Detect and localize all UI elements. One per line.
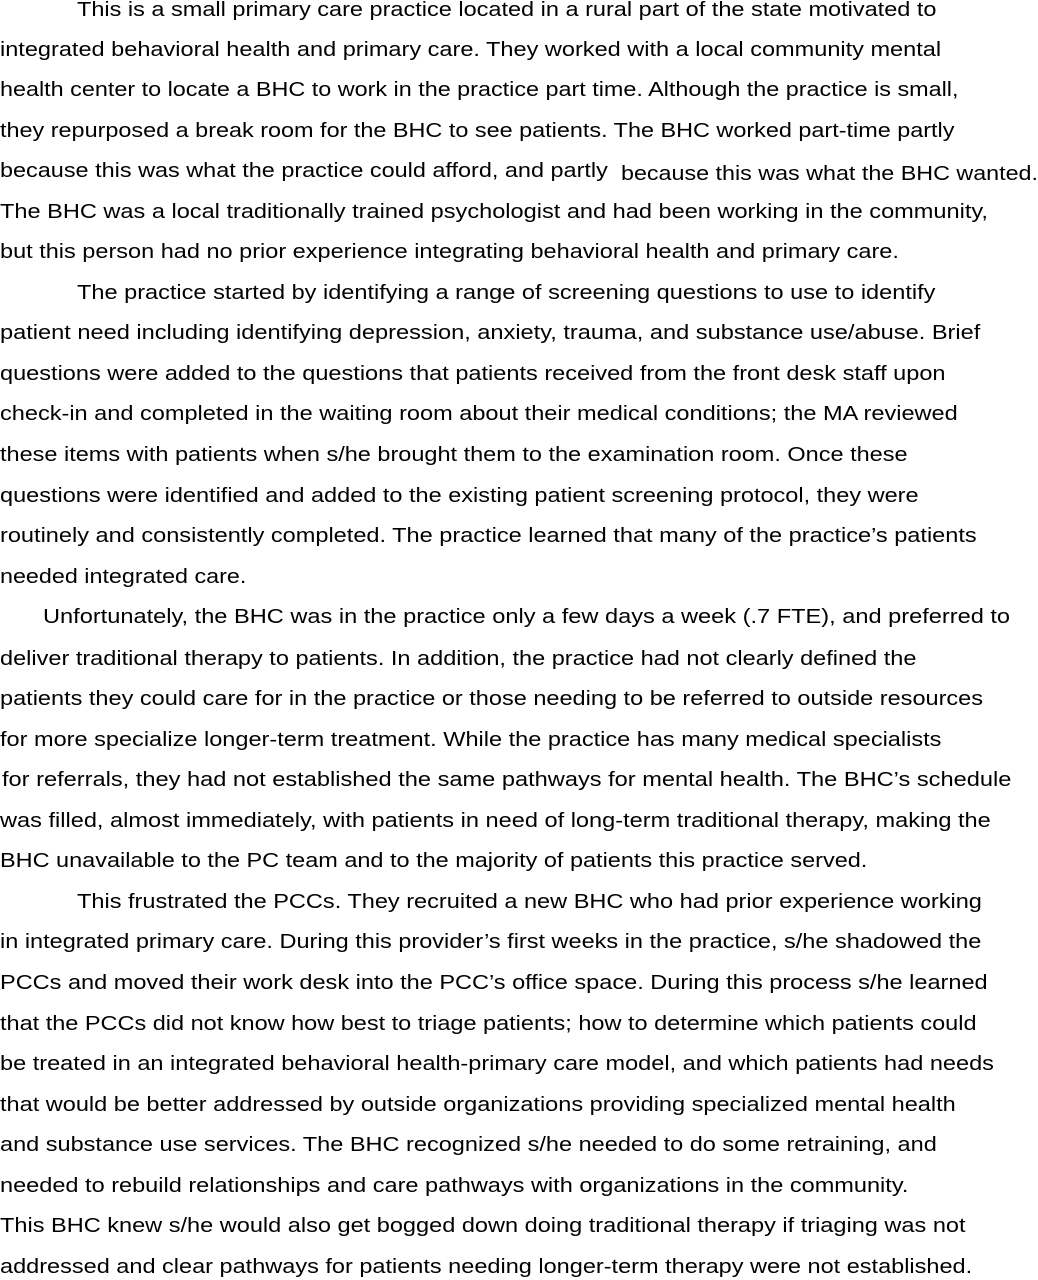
text-line: patient need including identifying depression, anxiety, trauma, and substance use/abuse. Brief [0,322,981,344]
text-line: This is a small primary care practice located in a rural part of the state motivated to [77,0,937,21]
text-line: questions were identified and added to the existing patient screening protocol, they were [0,485,919,507]
text-line: addressed and clear pathways for patients needing longer-term therapy were not established. [0,1256,973,1278]
text-line: they repurposed a break room for the BHC to see patients. The BHC worked part-time partly [0,120,955,142]
text-line: The BHC was a local traditionally trained psychologist and had been working in the community, [0,201,988,223]
text-line: PCCs and moved their work desk into the PCC’s office space. During this process s/he learned [0,972,988,994]
text-line: needed to rebuild relationships and care pathways with organizations in the community. [0,1175,909,1197]
text-line: that the PCCs did not know how best to triage patients; how to determine which patients could [0,1013,977,1035]
text-line: but this person had no prior experience integrating behavioral health and primary care. [0,241,899,263]
text-line: was filled, almost immediately, with patients in need of long-term traditional therapy, making the [0,810,991,832]
text-line: The practice started by identifying a range of screening questions to use to identify [77,282,936,304]
text-line: for more specialize longer-term treatment. While the practice has many medical specialists [0,729,942,751]
text-line: deliver traditional therapy to patients. In addition, the practice had not clearly defined the [0,648,917,670]
text-line: for referrals, they had not established the same pathways for mental health. The BHC’s schedule [2,769,1012,791]
text-line: that would be better addressed by outside organizations providing specialized mental health [0,1094,956,1116]
text-line: because this was what the practice could afford, and partly [0,160,608,182]
text-line: in integrated primary care. During this provider’s first weeks in the practice, s/he shadowed the [0,931,982,953]
text-line: questions were added to the questions that patients received from the front desk staff upon [0,363,946,385]
text-line: This frustrated the PCCs. They recruited a new BHC who had prior experience working [77,891,982,913]
text-line: and substance use services. The BHC recognized s/he needed to do some retraining, and [0,1134,937,1156]
text-line: needed integrated care. [0,566,247,588]
text-line: check-in and completed in the waiting room about their medical conditions; the MA reviewed [0,403,958,425]
text-line: Unfortunately, the BHC was in the practice only a few days a week (.7 FTE), and preferred to [43,606,1011,628]
text-line: integrated behavioral health and primary care. They worked with a local community mental [0,39,942,61]
text-line: these items with patients when s/he brought them to the examination room. Once these [0,444,908,466]
text-line: routinely and consistently completed. The practice learned that many of the practice’s patients [0,525,977,547]
text-line: This BHC knew s/he would also get bogged down doing traditional therapy if triaging was not [0,1215,966,1237]
text-line: because this was what the BHC wanted. [621,163,1038,185]
text-line: health center to locate a BHC to work in the practice part time. Although the practice is small, [0,79,959,101]
text-line: patients they could care for in the practice or those needing to be referred to outside resources [0,688,984,710]
text-line: be treated in an integrated behavioral health-primary care model, and which patients had needs [0,1053,994,1075]
text-line: BHC unavailable to the PC team and to the majority of patients this practice served. [0,850,868,872]
